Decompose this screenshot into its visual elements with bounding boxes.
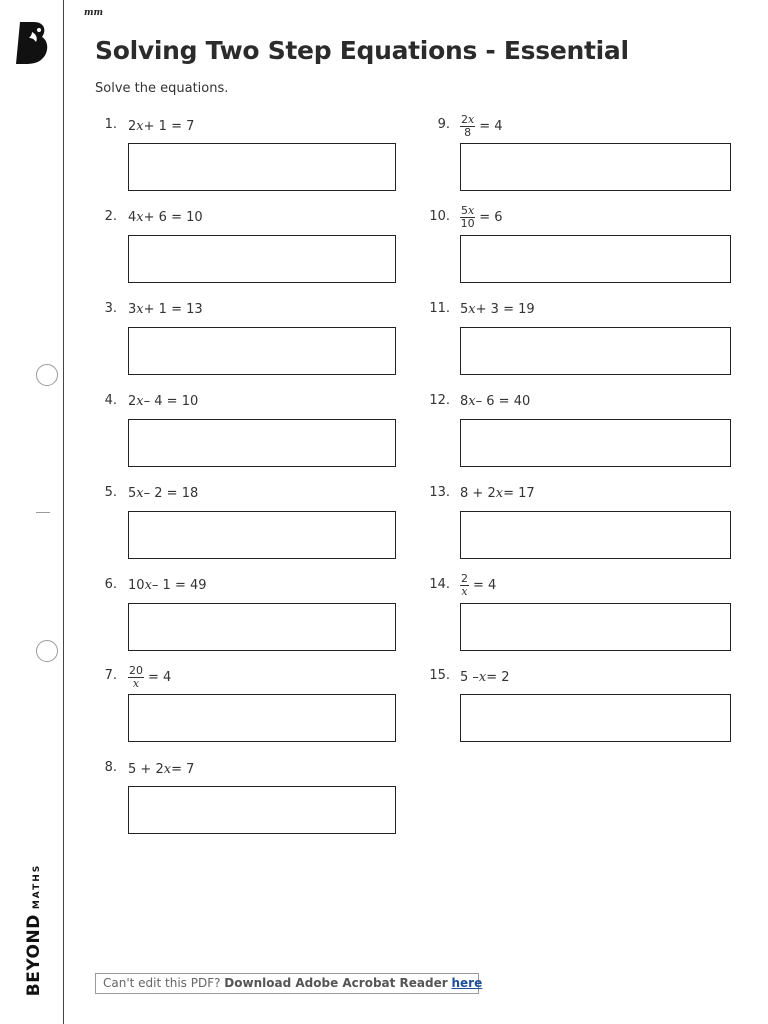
instructions: Solve the equations. [95, 81, 229, 96]
brand-wordmark [24, 864, 44, 996]
answer-box[interactable] [460, 603, 731, 651]
answer-box[interactable] [128, 235, 396, 283]
answer-box[interactable] [128, 143, 396, 191]
equation: $\frac{5x}{10}$ = 6 [460, 204, 503, 231]
answer-box[interactable] [460, 143, 731, 191]
margin-line [63, 0, 64, 1024]
question-number: 7. [104, 668, 117, 684]
equation: 2 x + 1 = 7 [128, 118, 195, 134]
equation: 5 x + 3 = 19 [460, 302, 535, 318]
answer-box[interactable] [460, 511, 731, 559]
equation: 3 x + 1 = 13 [128, 302, 203, 318]
answer-box[interactable] [128, 327, 396, 375]
equation: 5 + 2 x = 7 [128, 761, 195, 777]
equation: 5 – x = 2 [460, 669, 510, 685]
equation: 8 x – 6 = 40 [460, 394, 531, 410]
question-number: 14. [429, 576, 450, 592]
equation: $\frac{2}{x}$ = 4 [461, 572, 497, 598]
notice-prefix: Can't edit this PDF? [103, 976, 221, 990]
download-link[interactable]: here [451, 976, 483, 990]
question-number: 3. [104, 300, 117, 316]
question-number: 9. [437, 117, 450, 132]
worksheet-title: Solving Two Step Equations - Essential [95, 36, 629, 65]
equation: $\frac{2x}{8}$ = 4 [461, 112, 503, 139]
answer-box[interactable] [128, 419, 396, 467]
equation: 5 x – 2 = 18 [128, 486, 199, 502]
answer-box[interactable] [128, 694, 396, 742]
fraction: $\frac{2x}{8}$ [461, 112, 475, 139]
fraction: $\frac{20}{x}$ [129, 663, 143, 690]
equation: 2 x – 4 = 10 [128, 394, 199, 410]
acrobat-notice [95, 973, 483, 994]
question-number: 10. [429, 208, 450, 224]
question-number: 8. [104, 760, 117, 776]
brand-sub: MATHS [32, 863, 42, 910]
question-number: 5. [104, 484, 117, 500]
punch-hole [36, 364, 58, 386]
question-number: 13. [429, 484, 450, 500]
question-number: 4. [104, 392, 117, 408]
question-number: 12. [429, 392, 450, 408]
notice-cta: Download Adobe Acrobat Reader [224, 976, 448, 990]
punch-hole [36, 640, 58, 662]
fraction: $\frac{2}{x}$ [461, 572, 468, 598]
equation: 10 x – 1 = 49 [128, 578, 207, 593]
beyond-logo-icon [14, 20, 50, 66]
question-number: 15. [429, 668, 450, 684]
fold-mark [36, 512, 50, 513]
answer-box[interactable] [460, 694, 731, 742]
answer-box[interactable] [460, 235, 731, 283]
answer-box[interactable] [128, 786, 396, 834]
question-number: 1. [104, 117, 117, 132]
equation: $\frac{20}{x}$ = 4 [129, 663, 172, 690]
brand-name: BEYOND [24, 914, 44, 997]
question-number: 11. [429, 300, 450, 316]
answer-box[interactable] [128, 603, 396, 651]
question-number: 2. [104, 208, 117, 224]
answer-box[interactable] [460, 419, 731, 467]
equation: 8 + 2 x = 17 [460, 486, 535, 502]
question-number: 6. [104, 576, 117, 592]
answer-box[interactable] [460, 327, 731, 375]
equation: 4 x + 6 = 10 [128, 210, 203, 226]
answer-box[interactable] [128, 511, 396, 559]
fraction: $\frac{5x}{10}$ [460, 204, 475, 231]
author-initials: mm [84, 8, 104, 18]
